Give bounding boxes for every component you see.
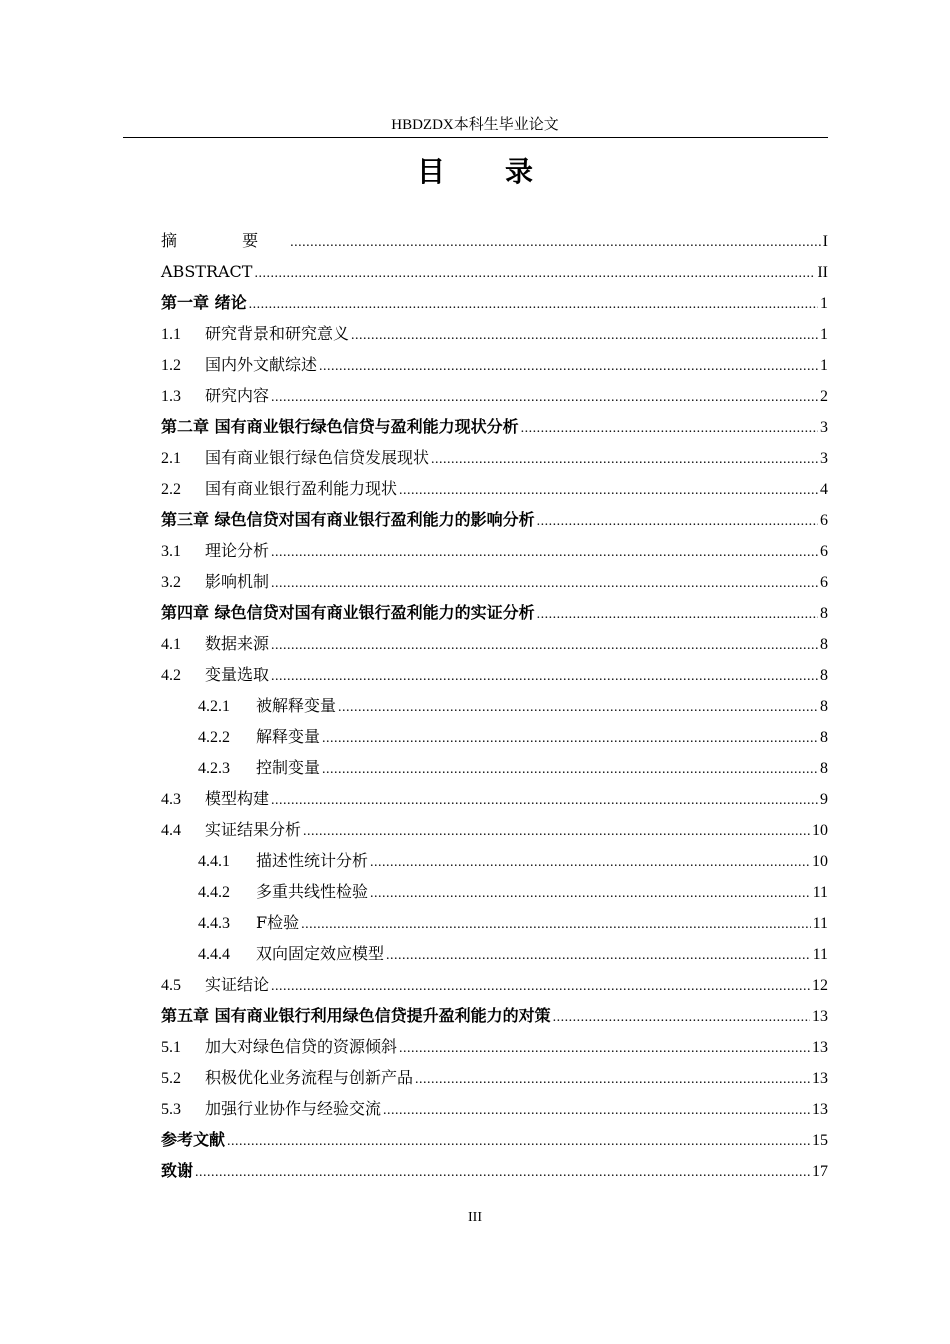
toc-leader-dots bbox=[290, 227, 821, 258]
toc-leader-dots bbox=[319, 351, 818, 382]
toc-entry-number: 4.5 bbox=[161, 977, 181, 994]
toc-entry-title: 被解释变量 bbox=[256, 696, 337, 715]
toc-entry-page: 8 bbox=[820, 605, 828, 622]
toc-leader-dots bbox=[271, 382, 818, 413]
toc-entry[interactable] bbox=[161, 659, 828, 690]
toc-entry[interactable] bbox=[161, 721, 828, 752]
toc-entry[interactable] bbox=[161, 1155, 828, 1186]
toc-entry-title: 参考文献 bbox=[161, 1130, 226, 1149]
toc-entry-title: 描述性统计分析 bbox=[256, 851, 369, 870]
toc-entry-title: 理论分析 bbox=[205, 541, 270, 560]
toc-leader-dots bbox=[370, 878, 811, 909]
toc-leader-dots bbox=[271, 568, 818, 599]
toc-entry-title: 第一章 绪论 bbox=[161, 293, 247, 312]
toc-entry-title: 研究背景和研究意义 bbox=[205, 324, 350, 343]
toc-entry-title: 致谢 bbox=[161, 1161, 194, 1180]
toc-entry-page: 6 bbox=[820, 512, 828, 529]
toc-leader-dots bbox=[351, 320, 818, 351]
toc-entry[interactable] bbox=[161, 876, 828, 907]
toc-entry[interactable] bbox=[161, 845, 828, 876]
toc-entry-page: 13 bbox=[812, 1039, 828, 1056]
toc-entry-title: 第四章 绿色信贷对国有商业银行盈利能力的实证分析 bbox=[161, 603, 535, 622]
toc-entry-number: 5.2 bbox=[161, 1070, 181, 1087]
toc-entry[interactable] bbox=[161, 287, 828, 318]
toc-leader-dots bbox=[301, 909, 810, 940]
toc-leader-dots bbox=[271, 630, 818, 661]
toc-entry-page: 3 bbox=[820, 419, 828, 436]
toc-leader-dots bbox=[322, 754, 818, 785]
toc-entry[interactable] bbox=[161, 442, 828, 473]
toc-entry-number: 2.2 bbox=[161, 481, 181, 498]
header-divider bbox=[123, 137, 828, 138]
toc-leader-dots bbox=[370, 847, 810, 878]
toc-leader-dots bbox=[271, 537, 818, 568]
toc-entry-title: 第三章 绿色信贷对国有商业银行盈利能力的影响分析 bbox=[161, 510, 535, 529]
toc-leader-dots bbox=[537, 599, 818, 630]
toc-entry-number: 4.4 bbox=[161, 822, 181, 839]
toc-entry-page: 6 bbox=[820, 574, 828, 591]
toc-entry-title: 模型构建 bbox=[205, 789, 270, 808]
toc-entry-page: 13 bbox=[812, 1070, 828, 1087]
toc-entry-page: I bbox=[822, 233, 828, 250]
toc-entry[interactable] bbox=[161, 1062, 828, 1093]
toc-entry-number: 4.2 bbox=[161, 667, 181, 684]
toc-leader-dots bbox=[271, 971, 810, 1002]
toc-entry[interactable] bbox=[161, 969, 828, 1000]
toc-entry-number: 4.2.1 bbox=[198, 698, 230, 715]
toc-entry-title: 数据来源 bbox=[205, 634, 270, 653]
toc-entry-title: 实证结果分析 bbox=[205, 820, 302, 839]
toc-entry-number: 5.1 bbox=[161, 1039, 181, 1056]
toc-entry[interactable] bbox=[161, 380, 828, 411]
toc-entry[interactable] bbox=[161, 752, 828, 783]
toc-entry-number: 4.2.2 bbox=[198, 729, 230, 746]
toc-entry[interactable] bbox=[161, 411, 828, 442]
toc-entry-title: 实证结论 bbox=[205, 975, 270, 994]
toc-entry-page: 8 bbox=[820, 729, 828, 746]
toc-entry[interactable] bbox=[161, 535, 828, 566]
toc-entry[interactable] bbox=[161, 628, 828, 659]
toc-leader-dots bbox=[431, 444, 818, 475]
toc-entry-title: 第二章 国有商业银行绿色信贷与盈利能力现状分析 bbox=[161, 417, 519, 436]
toc-leader-dots bbox=[415, 1064, 810, 1095]
toc-entry-page: 11 bbox=[812, 915, 828, 932]
toc-entry-title: 加大对绿色信贷的资源倾斜 bbox=[205, 1037, 398, 1056]
toc-leader-dots bbox=[399, 1033, 810, 1064]
toc-leader-dots bbox=[521, 413, 818, 444]
toc-leader-dots bbox=[386, 940, 811, 971]
toc-entry[interactable] bbox=[161, 907, 828, 938]
toc-entry-page: II bbox=[817, 264, 828, 281]
toc-entry-title: 影响机制 bbox=[205, 572, 270, 591]
toc-entry[interactable] bbox=[161, 256, 828, 287]
toc-entry-page: 3 bbox=[820, 450, 828, 467]
toc-entry-page: 1 bbox=[820, 295, 828, 312]
toc-entry-title: 国有商业银行盈利能力现状 bbox=[205, 479, 398, 498]
toc-leader-dots bbox=[553, 1002, 810, 1033]
toc-leader-dots bbox=[303, 816, 810, 847]
toc-leader-dots bbox=[249, 289, 818, 320]
toc-entry-title: 国内外文献综述 bbox=[205, 355, 318, 374]
toc-leader-dots bbox=[338, 692, 818, 723]
toc-entry-title: F检验 bbox=[256, 913, 300, 932]
toc-leader-dots bbox=[537, 506, 818, 537]
toc-entry-number: 4.4.4 bbox=[198, 946, 230, 963]
toc-entry-number: 4.2.3 bbox=[198, 760, 230, 777]
toc-entry[interactable] bbox=[161, 814, 828, 845]
toc-entry[interactable] bbox=[161, 690, 828, 721]
page-title: 目录 bbox=[416, 155, 593, 188]
toc-entry-number: 4.4.2 bbox=[198, 884, 230, 901]
toc-entry[interactable] bbox=[161, 504, 828, 535]
toc-entry[interactable] bbox=[161, 473, 828, 504]
toc-entry[interactable] bbox=[161, 1093, 828, 1124]
toc-entry-title: 第五章 国有商业银行利用绿色信贷提升盈利能力的对策 bbox=[161, 1006, 551, 1025]
toc-entry-page: 1 bbox=[820, 357, 828, 374]
toc-entry-page: 4 bbox=[820, 481, 828, 498]
toc-entry[interactable] bbox=[161, 1124, 828, 1155]
toc-entry-page: 13 bbox=[812, 1101, 828, 1118]
toc-entry-title: 摘 要 bbox=[161, 231, 289, 250]
running-header: HBDZDX本科生毕业论文 bbox=[391, 117, 559, 133]
toc-entry-title: 控制变量 bbox=[256, 758, 321, 777]
toc-entry-number: 1.1 bbox=[161, 326, 181, 343]
page-number: III bbox=[468, 1210, 482, 1225]
toc-entry-title: 多重共线性检验 bbox=[256, 882, 369, 901]
toc-entry-number: 1.3 bbox=[161, 388, 181, 405]
toc-entry-number: 4.1 bbox=[161, 636, 181, 653]
toc-entry-page: 10 bbox=[812, 853, 828, 870]
toc-entry-page: 17 bbox=[812, 1163, 828, 1180]
toc-entry-number: 4.4.1 bbox=[198, 853, 230, 870]
toc-entry-page: 9 bbox=[820, 791, 828, 808]
toc-entry-number: 3.1 bbox=[161, 543, 181, 560]
toc-entry-title: 变量选取 bbox=[205, 665, 270, 684]
toc-entry-number: 1.2 bbox=[161, 357, 181, 374]
toc-entry-number: 3.2 bbox=[161, 574, 181, 591]
toc-leader-dots bbox=[399, 475, 818, 506]
toc-entry-title: 研究内容 bbox=[205, 386, 270, 405]
toc-entry[interactable] bbox=[161, 1031, 828, 1062]
toc-entry-page: 13 bbox=[812, 1008, 828, 1025]
table-of-contents bbox=[161, 225, 828, 1186]
toc-entry-page: 8 bbox=[820, 636, 828, 653]
toc-entry[interactable] bbox=[161, 225, 828, 256]
toc-entry-number: 4.4.3 bbox=[198, 915, 230, 932]
toc-entry[interactable] bbox=[161, 938, 828, 969]
toc-entry-title: 积极优化业务流程与创新产品 bbox=[205, 1068, 414, 1087]
toc-entry-title: 解释变量 bbox=[256, 727, 321, 746]
toc-entry-page: 1 bbox=[820, 326, 828, 343]
toc-leader-dots bbox=[383, 1095, 810, 1126]
toc-entry-title: 国有商业银行绿色信贷发展现状 bbox=[205, 448, 430, 467]
toc-entry[interactable] bbox=[161, 566, 828, 597]
toc-entry[interactable] bbox=[161, 318, 828, 349]
toc-entry-title: 双向固定效应模型 bbox=[256, 944, 385, 963]
toc-leader-dots bbox=[271, 785, 818, 816]
toc-entry-page: 12 bbox=[812, 977, 828, 994]
toc-entry-number: 4.3 bbox=[161, 791, 181, 808]
toc-entry[interactable] bbox=[161, 783, 828, 814]
toc-entry-page: 10 bbox=[812, 822, 828, 839]
toc-entry-page: 11 bbox=[812, 946, 828, 963]
toc-leader-dots bbox=[227, 1126, 810, 1157]
toc-entry-page: 2 bbox=[820, 388, 828, 405]
toc-leader-dots bbox=[322, 723, 818, 754]
toc-entry-page: 6 bbox=[820, 543, 828, 560]
toc-entry-page: 8 bbox=[820, 760, 828, 777]
toc-entry-page: 15 bbox=[812, 1132, 828, 1149]
toc-entry-title: ABSTRACT bbox=[161, 262, 253, 281]
toc-entry[interactable] bbox=[161, 349, 828, 380]
toc-entry-page: 8 bbox=[820, 667, 828, 684]
toc-entry[interactable] bbox=[161, 597, 828, 628]
toc-entry-page: 11 bbox=[812, 884, 828, 901]
toc-entry-title: 加强行业协作与经验交流 bbox=[205, 1099, 382, 1118]
toc-entry-page: 8 bbox=[820, 698, 828, 715]
toc-entry-number: 5.3 bbox=[161, 1101, 181, 1118]
toc-leader-dots bbox=[195, 1157, 810, 1188]
toc-leader-dots bbox=[254, 258, 815, 289]
toc-entry[interactable] bbox=[161, 1000, 828, 1031]
toc-leader-dots bbox=[271, 661, 818, 692]
toc-entry-number: 2.1 bbox=[161, 450, 181, 467]
